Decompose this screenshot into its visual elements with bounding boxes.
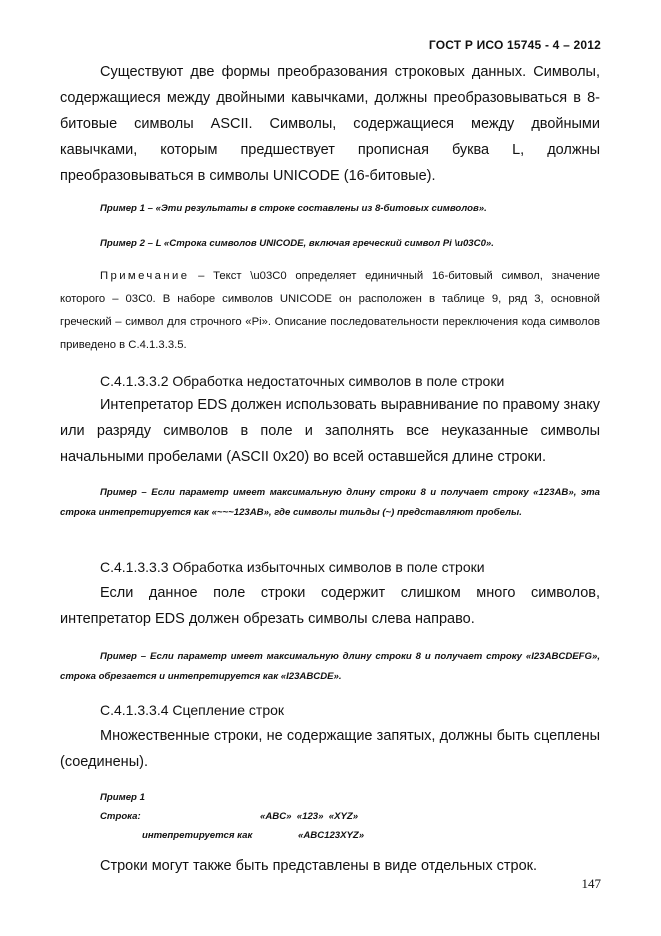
paragraph-text: Существуют две формы преобразования строковых данных. Символы, содержащиеся между двойными кавычками, должны преобразовываться в 8-битовые символы ASCII. Символы, содержащиеся между двойными кавычками, которым предшествует прописная буква L, должны преобразовываться в символы UNICODE (16-битовые). [60,64,600,184]
example-text: Пример – Если параметр имеет максимальную длину строки 8 и получает строку «I23ABCDEFG», строка обрезается и интепретируется как «I23ABCDE». [60,651,600,682]
note-body: – Текст \u03C0 определяет единичный 16-битовый символ, значение которого – 03C0. В наборе символов UNICODE он расположен в таблице 9, ряд 3, основной греческий – символ для строчного «Pi». Описание последовательности переключения кода символов приведено в С.4.1.3.3.5. [60,270,600,351]
section-c41332 [60,371,600,391]
example-text: Пример 2 – L «Строка символов UNICODE, включая греческий символ Pi \u03C0». [100,238,494,249]
example-text: Пример 1 – «Эти результаты в строке составлены из 8-битовых символов». [100,203,487,214]
note-label: Примечание [100,270,190,282]
example-2 [60,234,600,254]
section-c41333-example [60,647,600,686]
note-block [60,265,600,357]
paragraph-text: Интепретатор EDS должен использовать выравнивание по правому знаку или разряду символов в поле и заполнять все неуказанные символы начальными пробелами (ASCII 0x20) во всей оставшейся длине строки. [60,397,600,465]
section-c41333 [60,557,600,577]
example-text: Пример – Если параметр имеет максимальную длину строки 8 и получает строку «123AB», эта строка интепретируется как «~~~123AB», где символы тильды (~) представляют пробелы. [60,487,600,518]
section-c41334 [60,700,600,720]
section-c41334-body [60,723,600,775]
paragraph-text: Множественные строки, не содержащие запятых, должны быть сцеплены (соединены). [60,728,600,770]
note-text [60,265,600,357]
example-label: Строка: [100,811,141,822]
section-c41332-body [60,392,600,470]
example-parts: «ABC» «123» «XYZ» [260,811,359,822]
section-c41333-body [60,580,600,632]
section-heading: С.4.1.3.3.2 Обработка недостаточных символов в поле строки [100,373,505,389]
page-header: ГОСТ Р ИСО 15745 - 4 – 2012 [428,38,601,52]
paragraph-text: Если данное поле строки содержит слишком много символов, интепретатор EDS должен обрезать символы слева направо. [60,585,600,627]
example-title: Пример 1 [100,792,145,803]
page-number: 147 [581,876,601,891]
intro-paragraph [60,59,600,189]
example-interp: интепретируется как [142,830,253,841]
section-c41332-example [60,483,600,522]
paragraph-text: Строки могут также быть представлены в виде отдельных строк. [100,858,538,874]
section-heading: С.4.1.3.3.4 Сцепление строк [100,702,285,718]
example-result: «ABC123XYZ» [298,830,365,841]
example-1 [60,199,600,219]
closing-paragraph [60,853,600,879]
section-heading: С.4.1.3.3.3 Обработка избыточных символов в поле строки [100,559,485,575]
